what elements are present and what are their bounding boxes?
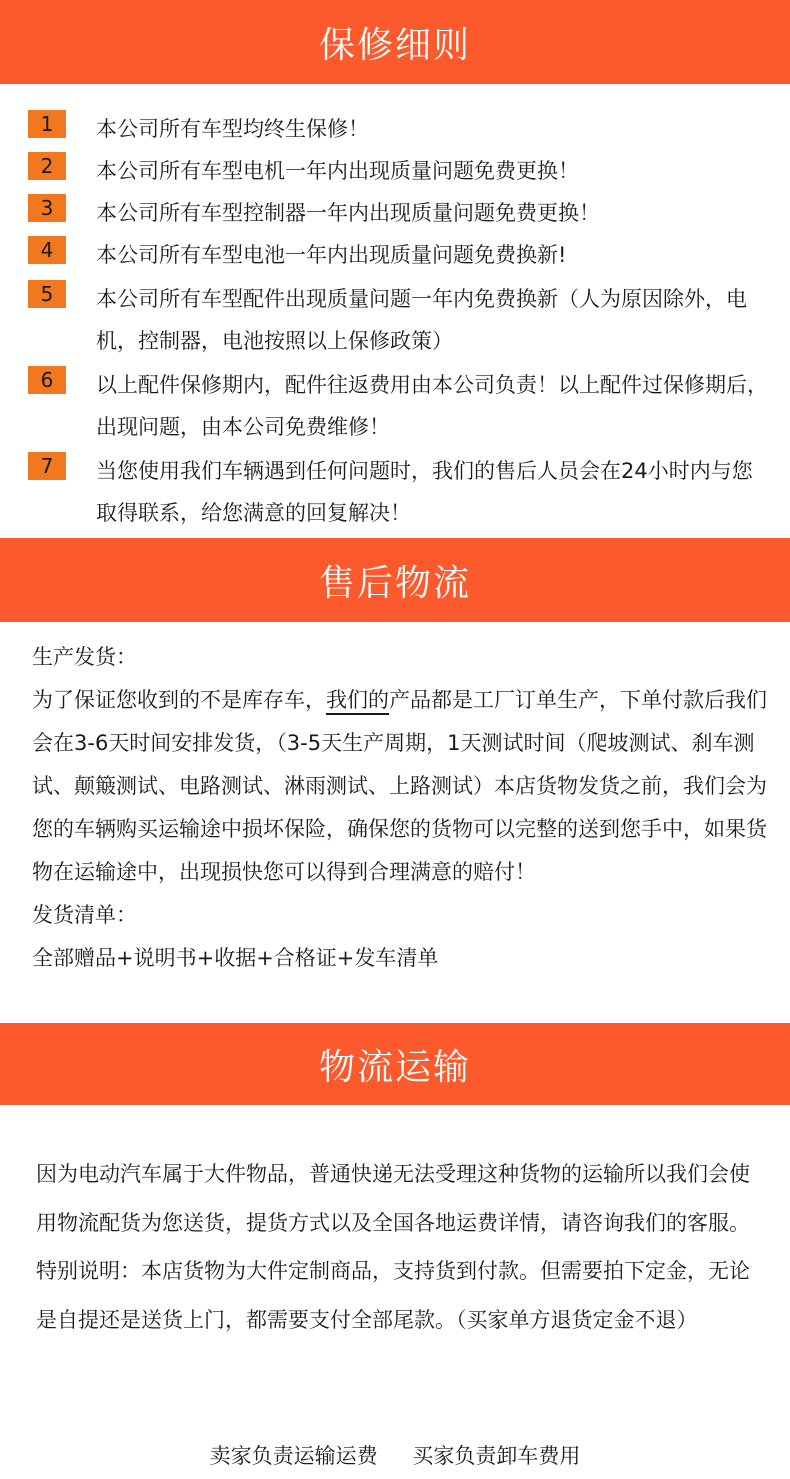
shipping-list-label: 发货清单：: [32, 903, 137, 927]
rule-number-badge: 6: [28, 366, 66, 394]
seller-fee-note: 卖家负责运输运费: [209, 1444, 378, 1468]
logistics-paragraph: 因为电动汽车属于大件物品，普通快递无法受理这种货物的运输所以我们会使用物流配货为您送货，提货方式以及全国各地运费详情，请咨询我们的客服。: [36, 1162, 750, 1235]
rule-number-badge: 4: [28, 236, 66, 264]
production-emphasis: 我们的: [326, 688, 389, 712]
production-text-b: 产品都是工厂订单生产，下单付款后我们会在3-6天时间安排发货，（3-5天生产周期，1天测试时间（爬坡测试、刹车测试、颠簸测试、电路测试、淋雨测试、上路测试）本店货物发货之前，我们会为您的车辆购买运输途中损坏保险，确保您的货物可以完整的送到您手中，如果货物在运输途中，出现损快您可以得到合理满意的赔付！: [32, 688, 767, 884]
rule-number-badge: 1: [28, 110, 66, 138]
rule-text: 本公司所有车型控制器一年内出现质量问题免费更换！: [96, 201, 600, 225]
production-text-a: 为了保证您收到的不是库存车，: [32, 688, 326, 712]
rule-text: 本公司所有车型配件出现质量问题一年内免费换新（人为原因除外，电机，控制器，电池按照以上保修政策）: [96, 287, 747, 353]
fee-responsibility-line: [0, 1440, 790, 1470]
rule-text: 以上配件保修期内，配件往返费用由本公司负责！以上配件过保修期后，出现问题，由本公司免费维修！: [96, 373, 768, 439]
rule-number-badge: 2: [28, 152, 66, 180]
production-paragraph: [32, 679, 772, 894]
aftersales-body: [32, 636, 772, 980]
logistics-body: [36, 1150, 756, 1344]
rule-text: 当您使用我们车辆遇到任何问题时，我们的售后人员会在24小时内与您取得联系，给您满意的回复解决！: [96, 459, 753, 525]
warranty-title: 保修细则: [0, 0, 790, 84]
rule-number-badge: 7: [28, 452, 66, 480]
production-label: 生产发货：: [32, 645, 137, 669]
logistics-title: 物流运输: [0, 1023, 790, 1105]
rule-text: 本公司所有车型均终生保修！: [96, 117, 369, 141]
buyer-fee-note: 买家负责卸车费用: [412, 1444, 581, 1468]
special-note-paragraph: 特别说明：本店货物为大件定制商品，支持货到付款。但需要拍下定金，无论是自提还是送货上门，都需要支付全部尾款。（买家单方退货定金不退）: [36, 1259, 750, 1332]
shipping-list-items: 全部赠品+说明书+收据+合格证+发车清单: [32, 946, 439, 970]
rule-number-badge: 5: [28, 280, 66, 308]
rule-number-badge: 3: [28, 194, 66, 222]
rule-text: 本公司所有车型电机一年内出现质量问题免费更换！: [96, 159, 579, 183]
aftersales-title: 售后物流: [0, 538, 790, 622]
rule-text: 本公司所有车型电池一年内出现质量问题免费换新!: [96, 243, 567, 267]
